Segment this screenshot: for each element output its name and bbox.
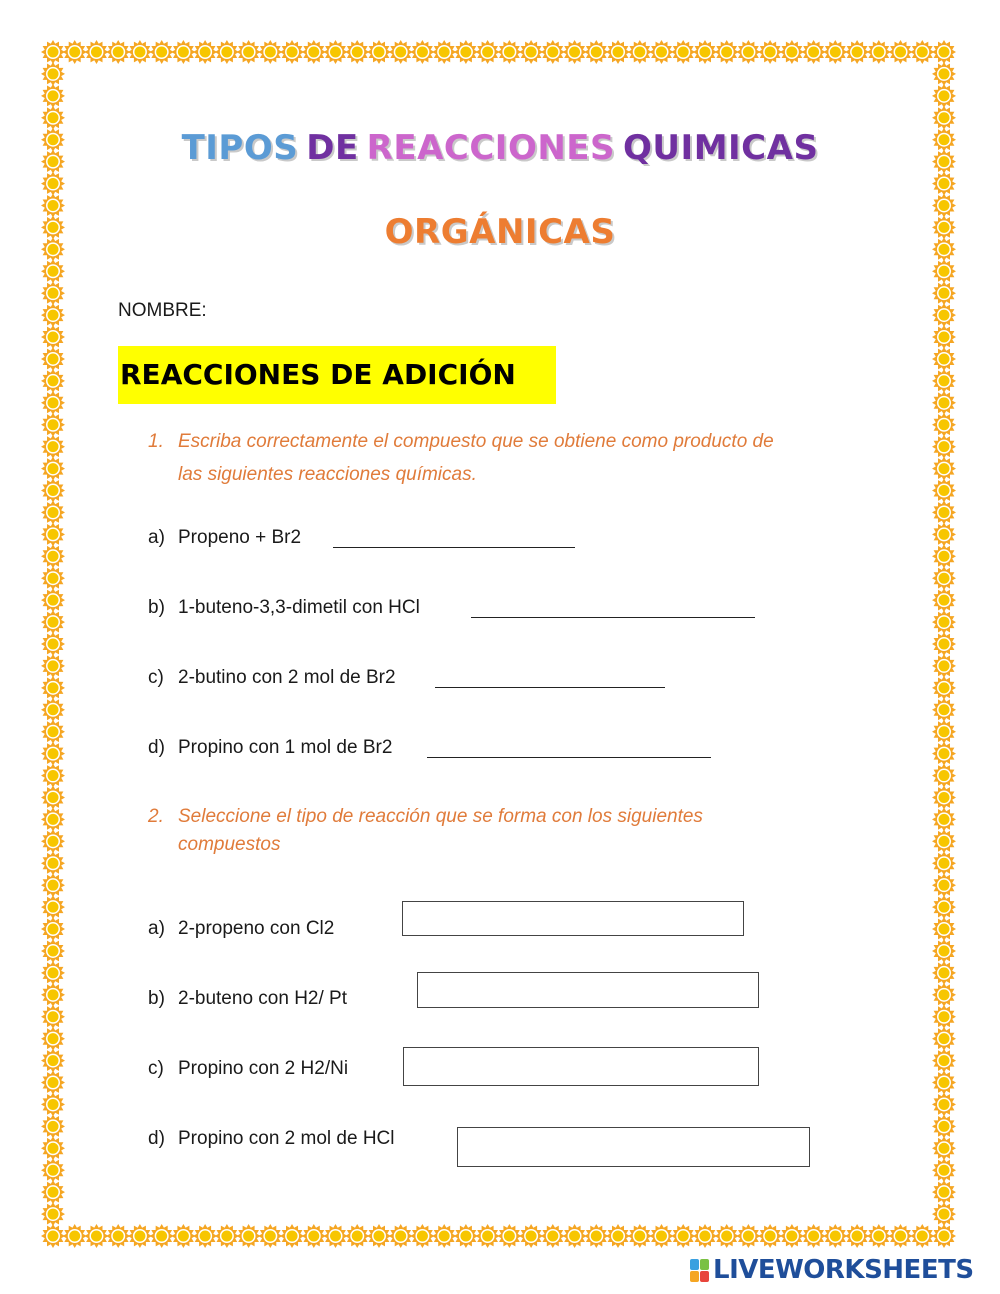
- sun-icon: [302, 1224, 326, 1248]
- q1-item-b: b) 1-buteno-3,3-dimetil con HCl: [148, 597, 420, 618]
- question-2-text-line1: Seleccione el tipo de reacción que se forma con los siguientes: [178, 806, 703, 827]
- sun-icon: [106, 40, 130, 64]
- sun-icon: [41, 1180, 65, 1204]
- sun-icon: [715, 40, 739, 64]
- question-2-instruction: [148, 803, 908, 863]
- sun-icon: [41, 1027, 65, 1051]
- sun-icon: [932, 939, 956, 963]
- sun-icon: [541, 40, 565, 64]
- sun-icon: [889, 40, 913, 64]
- sun-icon: [932, 1114, 956, 1138]
- q2-item-c-text: Propino con 2 H2/Ni: [178, 1058, 349, 1079]
- sun-icon: [41, 632, 65, 656]
- liveworksheets-logo[interactable]: [690, 1254, 974, 1286]
- sun-icon: [932, 786, 956, 810]
- q1-item-b-answer-line[interactable]: [471, 617, 755, 618]
- sun-icon: [193, 40, 217, 64]
- sun-icon: [345, 40, 369, 64]
- sun-icon: [823, 40, 847, 64]
- sun-icon: [41, 983, 65, 1007]
- sun-icon: [41, 172, 65, 196]
- sun-icon: [41, 895, 65, 919]
- q1-item-c-answer-line[interactable]: [435, 687, 665, 688]
- sun-icon: [932, 435, 956, 459]
- q1-item-d: d) Propino con 1 mol de Br2: [148, 737, 393, 758]
- sun-icon: [41, 1005, 65, 1029]
- sun-icon: [671, 40, 695, 64]
- sun-icon: [932, 983, 956, 1007]
- sun-icon: [932, 588, 956, 612]
- sun-icon: [802, 1224, 826, 1248]
- q2-item-a-text: 2-propeno con Cl2: [178, 918, 335, 939]
- sun-icon: [932, 325, 956, 349]
- q2-item-a-answer-box[interactable]: [402, 901, 744, 936]
- sun-icon: [606, 1224, 630, 1248]
- sun-icon: [41, 764, 65, 788]
- sun-icon: [497, 40, 521, 64]
- title-word-de: DE: [306, 128, 359, 168]
- sun-icon: [41, 698, 65, 722]
- sun-icon: [932, 698, 956, 722]
- sun-icon: [497, 1224, 521, 1248]
- sun-icon: [584, 1224, 608, 1248]
- sun-icon: [932, 764, 956, 788]
- sun-icon: [41, 720, 65, 744]
- sun-icon: [41, 457, 65, 481]
- sun-icon: [932, 917, 956, 941]
- sun-icon: [932, 522, 956, 546]
- sun-icon: [128, 1224, 152, 1248]
- sun-icon: [41, 654, 65, 678]
- sun-icon: [85, 40, 109, 64]
- sun-icon: [63, 40, 87, 64]
- q2-item-b-text: 2-buteno con H2/ Pt: [178, 988, 347, 1009]
- sun-icon: [454, 40, 478, 64]
- sun-icon: [736, 1224, 760, 1248]
- sun-icon: [932, 610, 956, 634]
- sun-icon: [932, 1180, 956, 1204]
- sun-icon: [41, 873, 65, 897]
- q2-item-d: d) Propino con 2 mol de HCl: [148, 1128, 395, 1149]
- sun-icon: [41, 676, 65, 700]
- sun-icon: [867, 1224, 891, 1248]
- question-1-text-line2: las siguientes reacciones químicas.: [178, 464, 477, 485]
- sun-icon: [41, 829, 65, 853]
- sun-icon: [41, 1158, 65, 1182]
- sun-icon: [932, 40, 956, 64]
- q2-item-c: c) Propino con 2 H2/Ni: [148, 1058, 349, 1079]
- sun-icon: [215, 1224, 239, 1248]
- sun-icon: [41, 1049, 65, 1073]
- sun-icon: [476, 1224, 500, 1248]
- sun-icon: [41, 610, 65, 634]
- sun-icon: [41, 62, 65, 86]
- sun-icon: [41, 786, 65, 810]
- sun-icon: [889, 1224, 913, 1248]
- q2-item-a: a) 2-propeno con Cl2: [148, 918, 335, 939]
- sun-icon: [932, 720, 956, 744]
- sun-icon: [932, 369, 956, 393]
- sun-icon: [910, 1224, 934, 1248]
- sun-icon: [215, 40, 239, 64]
- name-label: NOMBRE:: [118, 300, 207, 321]
- sun-icon: [106, 1224, 130, 1248]
- sun-icon: [932, 676, 956, 700]
- sun-icon: [476, 40, 500, 64]
- sun-icon: [41, 369, 65, 393]
- logo-text: LIVEWORKSHEETS: [713, 1255, 974, 1285]
- sun-icon: [41, 281, 65, 305]
- sun-icon: [389, 40, 413, 64]
- sun-icon: [563, 40, 587, 64]
- sun-icon: [628, 1224, 652, 1248]
- q1-item-d-answer-line[interactable]: [427, 757, 711, 758]
- sun-icon: [41, 84, 65, 108]
- sun-icon: [932, 1027, 956, 1051]
- q1-item-a-answer-line[interactable]: [333, 547, 575, 548]
- sun-icon: [541, 1224, 565, 1248]
- q2-item-d-text: Propino con 2 mol de HCl: [178, 1128, 395, 1149]
- sun-icon: [432, 1224, 456, 1248]
- liveworksheets-logo-icon: [690, 1259, 709, 1282]
- sun-icon: [41, 1224, 65, 1248]
- sun-icon: [41, 522, 65, 546]
- sun-icon: [171, 40, 195, 64]
- question-1-number: 1.: [148, 431, 164, 452]
- q1-item-d-text: Propino con 1 mol de Br2: [178, 737, 393, 758]
- sun-icon: [932, 1092, 956, 1116]
- q1-item-a-text: Propeno + Br2: [178, 527, 302, 548]
- sun-icon: [128, 40, 152, 64]
- sun-icon: [258, 40, 282, 64]
- sun-icon: [258, 1224, 282, 1248]
- sun-icon: [780, 1224, 804, 1248]
- sun-icon: [367, 40, 391, 64]
- sun-icon: [41, 1202, 65, 1226]
- sun-icon: [932, 742, 956, 766]
- sun-icon: [693, 1224, 717, 1248]
- sun-icon: [519, 40, 543, 64]
- sun-icon: [932, 413, 956, 437]
- sun-icon: [650, 1224, 674, 1248]
- sun-icon: [41, 939, 65, 963]
- sun-icon: [150, 1224, 174, 1248]
- sun-icon: [932, 500, 956, 524]
- question-2-number: 2.: [148, 806, 164, 827]
- sun-icon: [389, 1224, 413, 1248]
- sun-icon: [41, 259, 65, 283]
- sun-icon: [932, 632, 956, 656]
- sun-icon: [519, 1224, 543, 1248]
- sun-icon: [932, 347, 956, 371]
- sun-icon: [758, 1224, 782, 1248]
- sun-icon: [41, 961, 65, 985]
- sun-icon: [584, 40, 608, 64]
- sun-icon: [932, 1224, 956, 1248]
- sun-icon: [715, 1224, 739, 1248]
- sun-icon: [280, 1224, 304, 1248]
- sun-icon: [280, 40, 304, 64]
- sun-icon: [41, 544, 65, 568]
- sun-icon: [628, 40, 652, 64]
- sun-icon: [932, 1071, 956, 1095]
- sun-icon: [932, 961, 956, 985]
- sun-icon: [432, 40, 456, 64]
- q1-item-b-text: 1-buteno-3,3-dimetil con HCl: [178, 597, 420, 618]
- sun-icon: [780, 40, 804, 64]
- sun-icon: [606, 40, 630, 64]
- sun-icon: [932, 62, 956, 86]
- question-1-text-line1: Escriba correctamente el compuesto que se obtiene como producto de: [178, 431, 774, 452]
- sun-icon: [171, 1224, 195, 1248]
- sun-icon: [823, 1224, 847, 1248]
- sun-icon: [324, 1224, 348, 1248]
- sun-icon: [63, 1224, 87, 1248]
- sun-icon: [41, 807, 65, 831]
- sun-icon: [302, 40, 326, 64]
- sun-icon: [41, 500, 65, 524]
- q2-item-b: b) 2-buteno con H2/ Pt: [148, 988, 347, 1009]
- sun-icon: [193, 1224, 217, 1248]
- sun-icon: [867, 40, 891, 64]
- sun-icon: [41, 106, 65, 130]
- sun-icon: [932, 851, 956, 875]
- q2-item-d-answer-box[interactable]: [457, 1127, 810, 1167]
- sun-icon: [324, 40, 348, 64]
- sun-icon: [693, 40, 717, 64]
- q1-item-c: c) 2-butino con 2 mol de Br2: [148, 667, 396, 688]
- sun-icon: [41, 303, 65, 327]
- sun-icon: [41, 917, 65, 941]
- sun-icon: [932, 84, 956, 108]
- sun-icon: [802, 40, 826, 64]
- sun-icon: [736, 40, 760, 64]
- sun-icon: [41, 347, 65, 371]
- sun-icon: [932, 544, 956, 568]
- title-word-quimicas: QUIMICAS: [623, 128, 819, 168]
- q1-item-c-text: 2-butino con 2 mol de Br2: [178, 667, 396, 688]
- sun-icon: [410, 40, 434, 64]
- sun-icon: [41, 1071, 65, 1095]
- sun-icon: [932, 479, 956, 503]
- sun-icon: [932, 281, 956, 305]
- q1-item-a: a) Propeno + Br2: [148, 527, 302, 548]
- sun-icon: [932, 654, 956, 678]
- sun-icon: [845, 1224, 869, 1248]
- sun-icon: [932, 1005, 956, 1029]
- sun-icon: [932, 566, 956, 590]
- title-word-tipos: TIPOS: [181, 128, 299, 168]
- sun-icon: [41, 588, 65, 612]
- sun-icon: [41, 742, 65, 766]
- sun-icon: [41, 435, 65, 459]
- sun-icon: [563, 1224, 587, 1248]
- sun-icon: [758, 40, 782, 64]
- sun-icon: [932, 259, 956, 283]
- q2-item-b-answer-box[interactable]: [417, 972, 759, 1008]
- worksheet-title-line1: [0, 128, 1000, 168]
- worksheet-title-line2: ORGÁNICAS: [384, 212, 616, 252]
- sun-icon: [41, 851, 65, 875]
- sun-icon: [41, 1136, 65, 1160]
- sun-icon: [932, 895, 956, 919]
- sun-icon: [650, 40, 674, 64]
- sun-icon: [932, 106, 956, 130]
- sun-icon: [237, 40, 261, 64]
- sun-icon: [41, 391, 65, 415]
- sun-icon: [367, 1224, 391, 1248]
- sun-icon: [932, 807, 956, 831]
- sun-icon: [410, 1224, 434, 1248]
- sun-icon: [85, 1224, 109, 1248]
- sun-icon: [41, 413, 65, 437]
- sun-icon: [41, 40, 65, 64]
- section-heading: REACCIONES DE ADICIÓN: [118, 346, 556, 404]
- sun-icon: [932, 457, 956, 481]
- question-2-text-line2: compuestos: [178, 834, 281, 855]
- sun-icon: [237, 1224, 261, 1248]
- question-1-instruction: [148, 425, 908, 491]
- sun-icon: [671, 1224, 695, 1248]
- sun-icon: [41, 325, 65, 349]
- sun-icon: [932, 1158, 956, 1182]
- sun-icon: [845, 40, 869, 64]
- sun-icon: [41, 566, 65, 590]
- sun-icon: [932, 303, 956, 327]
- sun-icon: [41, 1114, 65, 1138]
- sun-icon: [41, 1092, 65, 1116]
- sun-icon: [910, 40, 934, 64]
- sun-icon: [932, 1136, 956, 1160]
- sun-icon: [932, 829, 956, 853]
- title-word-reacciones: REACCIONES: [366, 128, 616, 168]
- q2-item-c-answer-box[interactable]: [403, 1047, 759, 1086]
- sun-icon: [454, 1224, 478, 1248]
- sun-icon: [932, 172, 956, 196]
- sun-icon: [932, 391, 956, 415]
- sun-icon: [932, 1049, 956, 1073]
- sun-icon: [932, 1202, 956, 1226]
- sun-icon: [150, 40, 174, 64]
- sun-icon: [41, 479, 65, 503]
- sun-icon: [932, 873, 956, 897]
- sun-icon: [345, 1224, 369, 1248]
